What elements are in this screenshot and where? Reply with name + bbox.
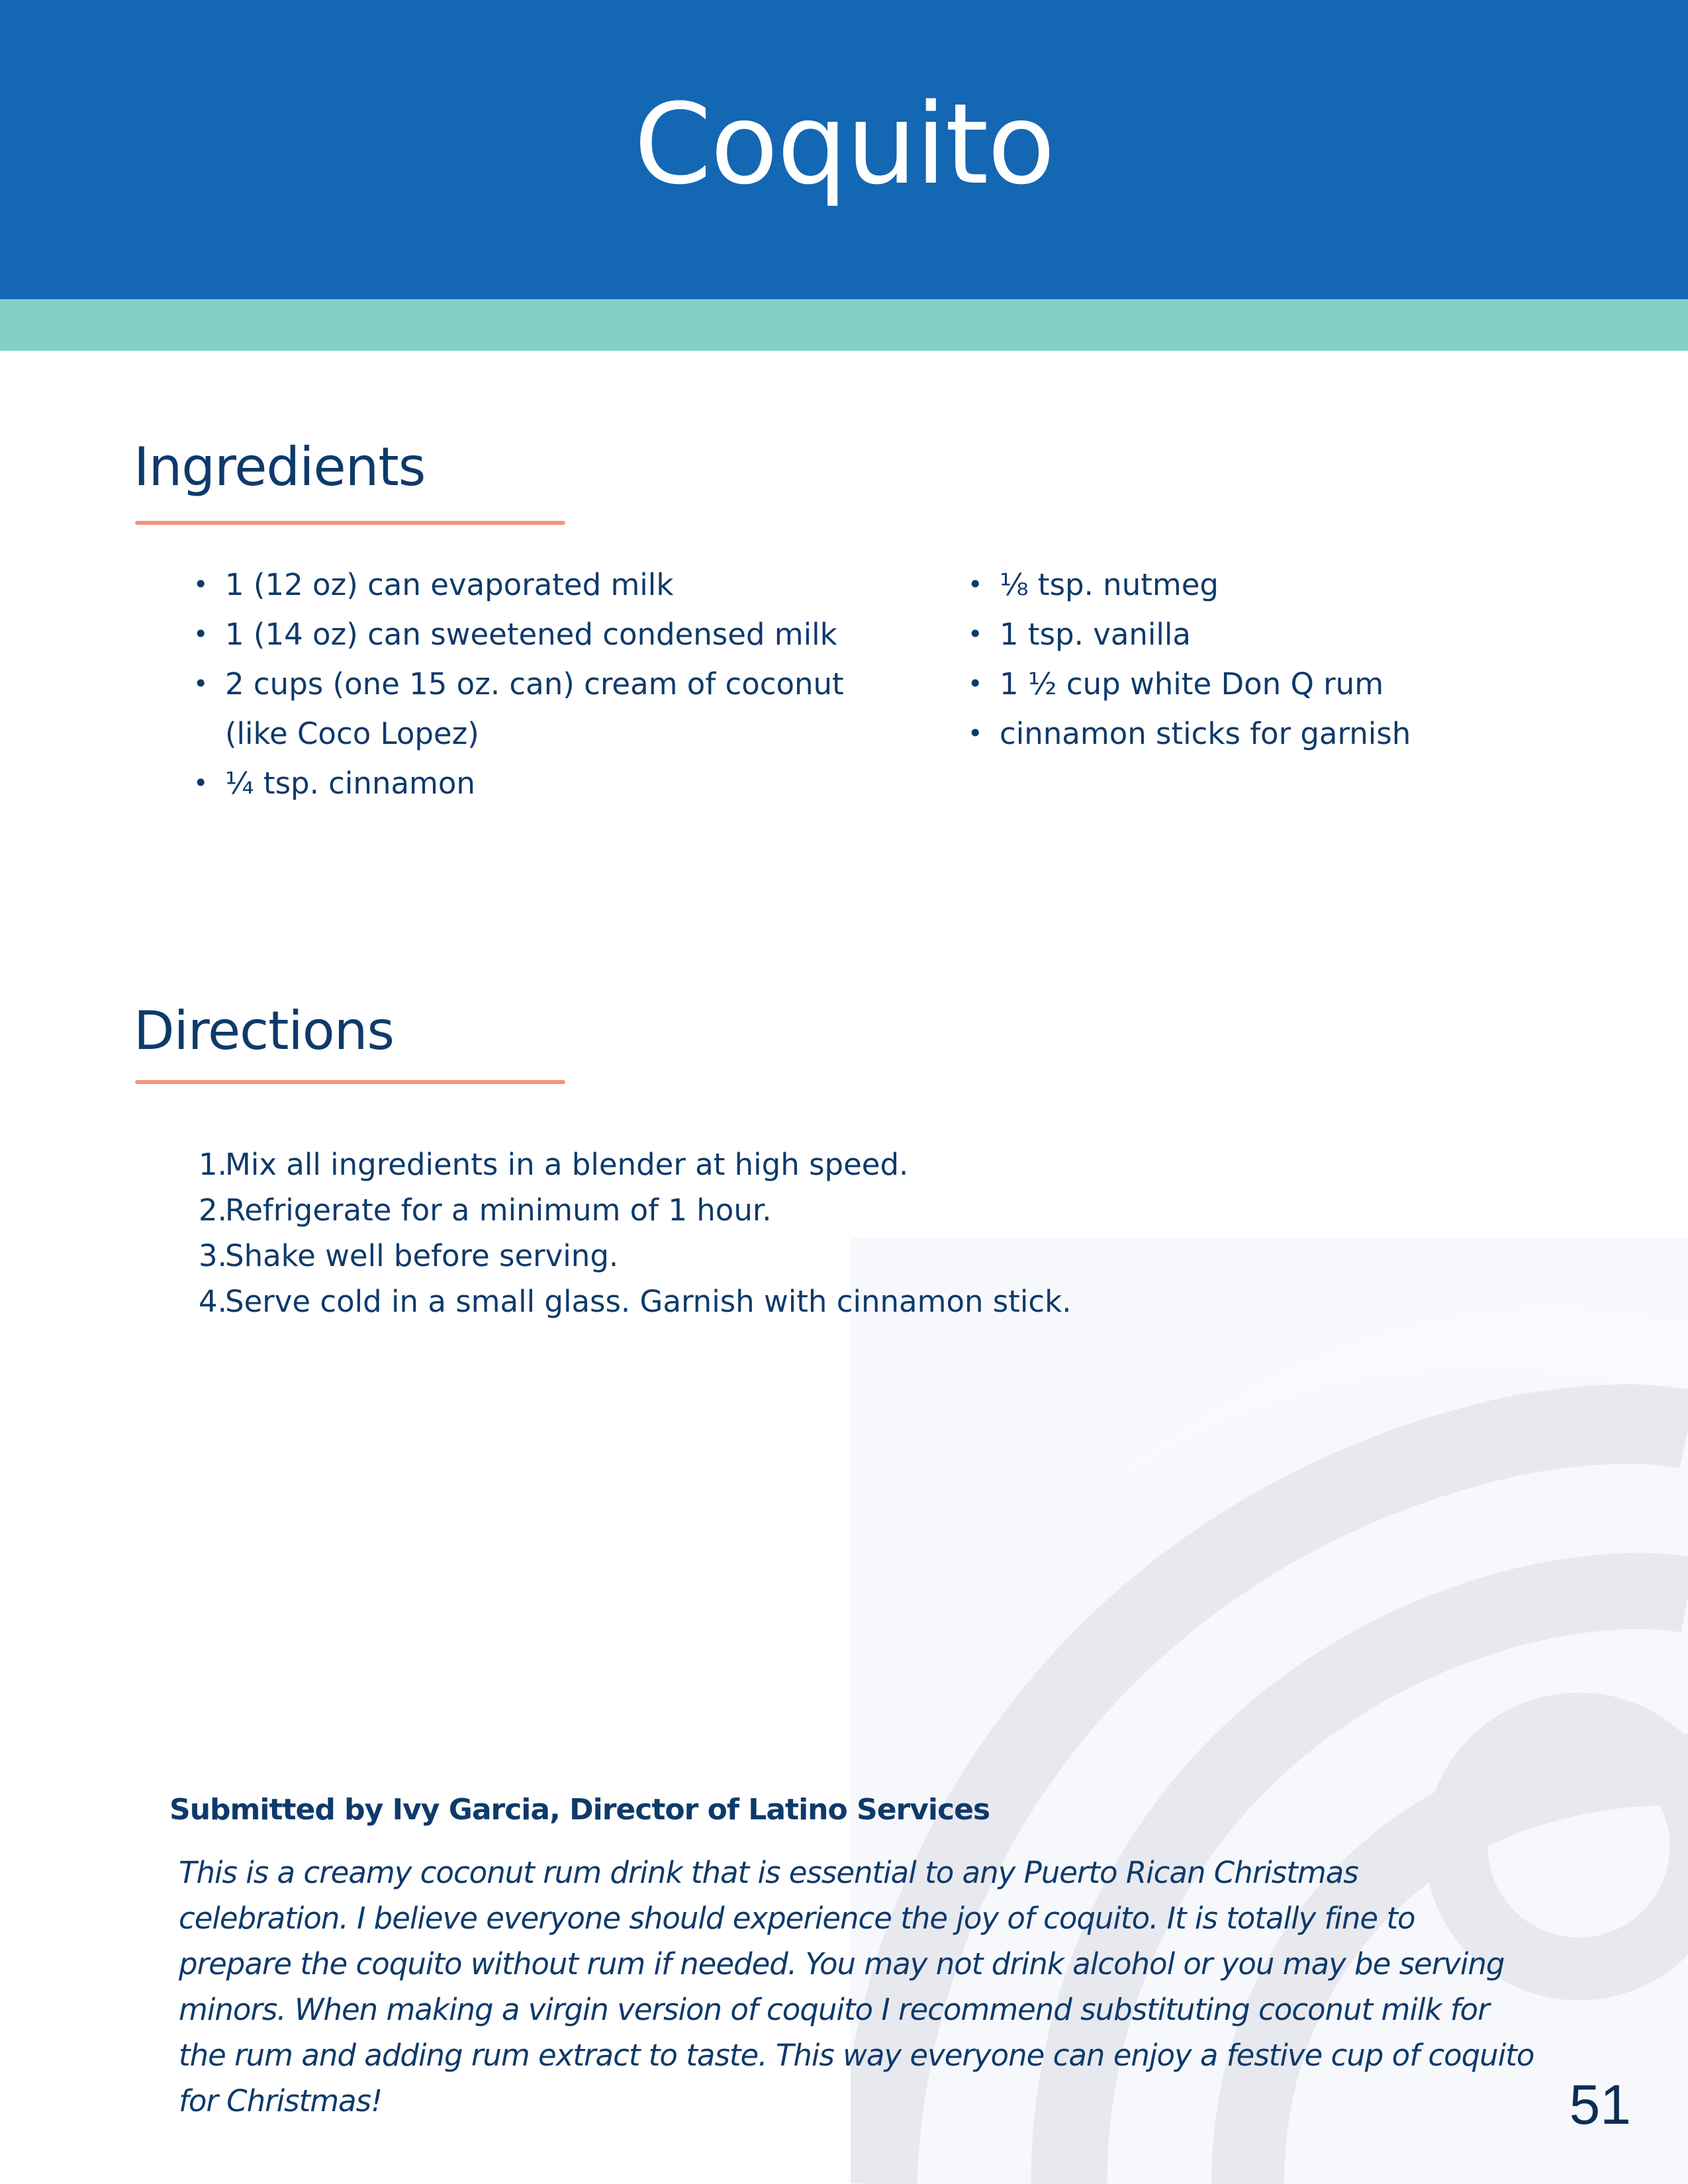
step-text: Shake well before serving. (225, 1238, 619, 1273)
ingredients-heading-rule (135, 521, 565, 525)
ingredients-list-left (225, 560, 887, 808)
ingredient-item: • 1 (14 oz) can sweetened condensed milk (225, 610, 887, 659)
ingredient-item: • ¼ tsp. cinnamon (225, 758, 887, 808)
ingredient-item: • 1 tsp. vanilla (1000, 610, 1595, 659)
directions-list (199, 1142, 1072, 1324)
step-number: 1. (199, 1147, 227, 1182)
page-number: 51 (1569, 2073, 1631, 2136)
step-text: Refrigerate for a minimum of 1 hour. (225, 1193, 772, 1228)
ingredient-item: • ⅛ tsp. nutmeg (1000, 560, 1595, 610)
directions-heading: Directions (134, 1000, 395, 1062)
step-text: Serve cold in a small glass. Garnish with cinnamon stick. (225, 1284, 1072, 1319)
direction-step (199, 1142, 1072, 1187)
ingredient-item: • 1 (12 oz) can evaporated milk (225, 560, 887, 610)
ingredients-heading: Ingredients (134, 436, 426, 498)
page-title: Coquito (633, 79, 1055, 209)
accent-band (0, 299, 1688, 351)
direction-step (199, 1279, 1072, 1324)
submission-note: This is a creamy coconut rum drink that is essential to any Puerto Rican Christmas celebration. I believe everyone should experience the joy of coquito. It is totally fine to prepare the coquito without rum if needed. You may not drink alcohol or you may be serving minors. When making a virgin version of coquito I recommend substituting coconut milk for the rum and adding rum extract to taste. This way everyone can enjoy a festive cup of coquito for Christmas! (179, 1855, 1534, 2118)
step-number: 2. (199, 1193, 227, 1228)
direction-step (199, 1233, 1072, 1279)
step-text: Mix all ingredients in a blender at high speed. (225, 1147, 909, 1182)
directions-heading-rule (135, 1080, 565, 1084)
submitted-by: Submitted by Ivy Garcia, Director of Latino Services (169, 1793, 990, 1827)
ingredient-item: • 1 ½ cup white Don Q rum (1000, 659, 1595, 709)
step-number: 3. (199, 1238, 227, 1273)
ingredient-item: • cinnamon sticks for garnish (1000, 709, 1595, 758)
ingredients-list-right (1000, 560, 1595, 758)
ingredient-item: • 2 cups (one 15 oz. can) cream of coconut (like Coco Lopez) (225, 659, 887, 758)
step-number: 4. (199, 1284, 227, 1319)
direction-step (199, 1187, 1072, 1233)
